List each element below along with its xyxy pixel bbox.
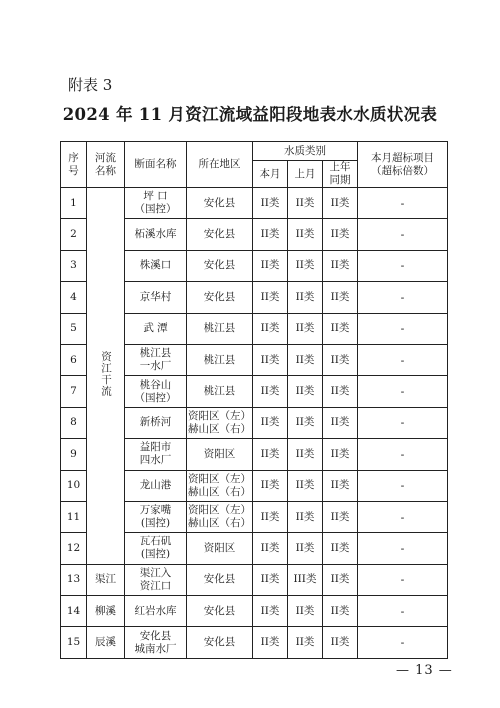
cell-seq: 11 bbox=[61, 501, 87, 532]
cell-last-year: II类 bbox=[323, 407, 358, 438]
cell-seq: 8 bbox=[61, 407, 87, 438]
cell-seq: 9 bbox=[61, 439, 87, 470]
cell-last-year: II类 bbox=[323, 282, 358, 313]
cell-last-year: II类 bbox=[323, 344, 358, 375]
cell-seq: 10 bbox=[61, 470, 87, 501]
cell-section: 瓦石矶 (国控) bbox=[125, 533, 187, 564]
cell-location: 桃江县 bbox=[187, 344, 253, 375]
header-seq: 序 号 bbox=[61, 142, 87, 188]
page-title: 2024 年 11 月资江流域益阳段地表水水质状况表 bbox=[62, 105, 438, 124]
cell-river: 柳溪 bbox=[87, 596, 125, 627]
cell-exceed: - bbox=[358, 344, 448, 375]
cell-last-month: II类 bbox=[288, 188, 323, 219]
cell-seq: 12 bbox=[61, 533, 87, 564]
table-row bbox=[61, 188, 448, 219]
cell-this-month: II类 bbox=[253, 439, 288, 470]
cell-last-year: II类 bbox=[323, 470, 358, 501]
cell-this-month: II类 bbox=[253, 188, 288, 219]
cell-seq: 6 bbox=[61, 344, 87, 375]
table-row bbox=[61, 627, 448, 658]
cell-exceed: - bbox=[358, 439, 448, 470]
header-section: 断面名称 bbox=[125, 142, 187, 188]
cell-this-month: II类 bbox=[253, 407, 288, 438]
cell-this-month: II类 bbox=[253, 470, 288, 501]
cell-exceed: - bbox=[358, 250, 448, 281]
cell-last-month: II类 bbox=[288, 470, 323, 501]
cell-last-month: II类 bbox=[288, 596, 323, 627]
cell-last-year: II类 bbox=[323, 564, 358, 595]
cell-seq: 13 bbox=[61, 564, 87, 595]
cell-exceed: - bbox=[358, 313, 448, 344]
cell-this-month: II类 bbox=[253, 282, 288, 313]
cell-location: 资阳区（左） 赫山区（右） bbox=[187, 407, 253, 438]
cell-this-month: II类 bbox=[253, 376, 288, 407]
river-main-label: 资江干流 bbox=[100, 350, 112, 397]
cell-section: 桃江县 一水厂 bbox=[125, 344, 187, 375]
table-row bbox=[61, 596, 448, 627]
cell-location: 资阳区（左） 赫山区（右） bbox=[187, 501, 253, 532]
cell-last-month: II类 bbox=[288, 407, 323, 438]
water-quality-table bbox=[60, 141, 448, 659]
cell-section: 武 潭 bbox=[125, 313, 187, 344]
cell-section: 渠江入 资江口 bbox=[125, 564, 187, 595]
cell-last-year: II类 bbox=[323, 533, 358, 564]
cell-section: 株溪口 bbox=[125, 250, 187, 281]
cell-last-month: II类 bbox=[288, 344, 323, 375]
cell-last-month: II类 bbox=[288, 282, 323, 313]
appendix-label: 附表 3 bbox=[68, 76, 113, 94]
cell-this-month: II类 bbox=[253, 313, 288, 344]
cell-section: 柘溪水库 bbox=[125, 219, 187, 250]
cell-exceed: - bbox=[358, 376, 448, 407]
cell-seq: 2 bbox=[61, 219, 87, 250]
cell-last-month: II类 bbox=[288, 250, 323, 281]
cell-last-month: II类 bbox=[288, 627, 323, 658]
cell-river: 辰溪 bbox=[87, 627, 125, 658]
cell-river-main bbox=[87, 188, 125, 565]
header-location: 所在地区 bbox=[187, 142, 253, 188]
cell-exceed: - bbox=[358, 596, 448, 627]
cell-section: 龙山港 bbox=[125, 470, 187, 501]
header-quality-group: 水质类别 bbox=[253, 142, 358, 161]
cell-last-month: III类 bbox=[288, 564, 323, 595]
cell-section: 安化县 城南水厂 bbox=[125, 627, 187, 658]
cell-last-year: II类 bbox=[323, 439, 358, 470]
cell-this-month: II类 bbox=[253, 564, 288, 595]
cell-this-month: II类 bbox=[253, 501, 288, 532]
page-number: — 13 — bbox=[396, 663, 453, 678]
cell-location: 安化县 bbox=[187, 596, 253, 627]
cell-last-year: II类 bbox=[323, 188, 358, 219]
cell-this-month: II类 bbox=[253, 250, 288, 281]
cell-exceed: - bbox=[358, 627, 448, 658]
cell-location: 安化县 bbox=[187, 250, 253, 281]
cell-last-year: II类 bbox=[323, 596, 358, 627]
cell-exceed: - bbox=[358, 188, 448, 219]
cell-section: 益阳市 四水厂 bbox=[125, 439, 187, 470]
cell-location: 安化县 bbox=[187, 282, 253, 313]
cell-location: 安化县 bbox=[187, 564, 253, 595]
cell-this-month: II类 bbox=[253, 533, 288, 564]
cell-this-month: II类 bbox=[253, 219, 288, 250]
cell-last-month: II类 bbox=[288, 376, 323, 407]
cell-seq: 1 bbox=[61, 188, 87, 219]
cell-location: 资阳区 bbox=[187, 533, 253, 564]
cell-seq: 3 bbox=[61, 250, 87, 281]
cell-last-month: II类 bbox=[288, 501, 323, 532]
cell-last-year: II类 bbox=[323, 250, 358, 281]
cell-last-month: II类 bbox=[288, 313, 323, 344]
cell-last-year: II类 bbox=[323, 313, 358, 344]
cell-river: 渠江 bbox=[87, 564, 125, 595]
cell-exceed: - bbox=[358, 564, 448, 595]
cell-this-month: II类 bbox=[253, 344, 288, 375]
header-river: 河流 名称 bbox=[87, 142, 125, 188]
cell-exceed: - bbox=[358, 501, 448, 532]
cell-location: 桃江县 bbox=[187, 376, 253, 407]
cell-exceed: - bbox=[358, 470, 448, 501]
cell-this-month: II类 bbox=[253, 596, 288, 627]
cell-seq: 4 bbox=[61, 282, 87, 313]
cell-location: 安化县 bbox=[187, 188, 253, 219]
cell-last-year: II类 bbox=[323, 627, 358, 658]
cell-section: 万家嘴 (国控) bbox=[125, 501, 187, 532]
cell-section: 京华村 bbox=[125, 282, 187, 313]
cell-location: 资阳区 bbox=[187, 439, 253, 470]
cell-section: 坪 口 （国控） bbox=[125, 188, 187, 219]
cell-location: 桃江县 bbox=[187, 313, 253, 344]
cell-last-month: II类 bbox=[288, 533, 323, 564]
cell-location: 安化县 bbox=[187, 219, 253, 250]
cell-section: 桃谷山 （国控） bbox=[125, 376, 187, 407]
cell-exceed: - bbox=[358, 282, 448, 313]
header-this-month: 本月 bbox=[253, 161, 288, 188]
header-last-year: 上年 同期 bbox=[323, 161, 358, 188]
cell-location: 资阳区（左） 赫山区（右） bbox=[187, 470, 253, 501]
cell-section: 新桥河 bbox=[125, 407, 187, 438]
cell-last-month: II类 bbox=[288, 219, 323, 250]
table-body bbox=[61, 188, 448, 659]
cell-location: 安化县 bbox=[187, 627, 253, 658]
cell-exceed: - bbox=[358, 533, 448, 564]
cell-seq: 14 bbox=[61, 596, 87, 627]
cell-this-month: II类 bbox=[253, 627, 288, 658]
cell-last-year: II类 bbox=[323, 501, 358, 532]
cell-seq: 15 bbox=[61, 627, 87, 658]
cell-seq: 7 bbox=[61, 376, 87, 407]
cell-last-year: II类 bbox=[323, 219, 358, 250]
cell-section: 红岩水库 bbox=[125, 596, 187, 627]
cell-exceed: - bbox=[358, 407, 448, 438]
header-exceed: 本月超标项目 （超标倍数） bbox=[358, 142, 448, 188]
header-last-month: 上月 bbox=[288, 161, 323, 188]
table-row bbox=[61, 564, 448, 595]
cell-last-year: II类 bbox=[323, 376, 358, 407]
cell-exceed: - bbox=[358, 219, 448, 250]
cell-seq: 5 bbox=[61, 313, 87, 344]
cell-last-month: II类 bbox=[288, 439, 323, 470]
